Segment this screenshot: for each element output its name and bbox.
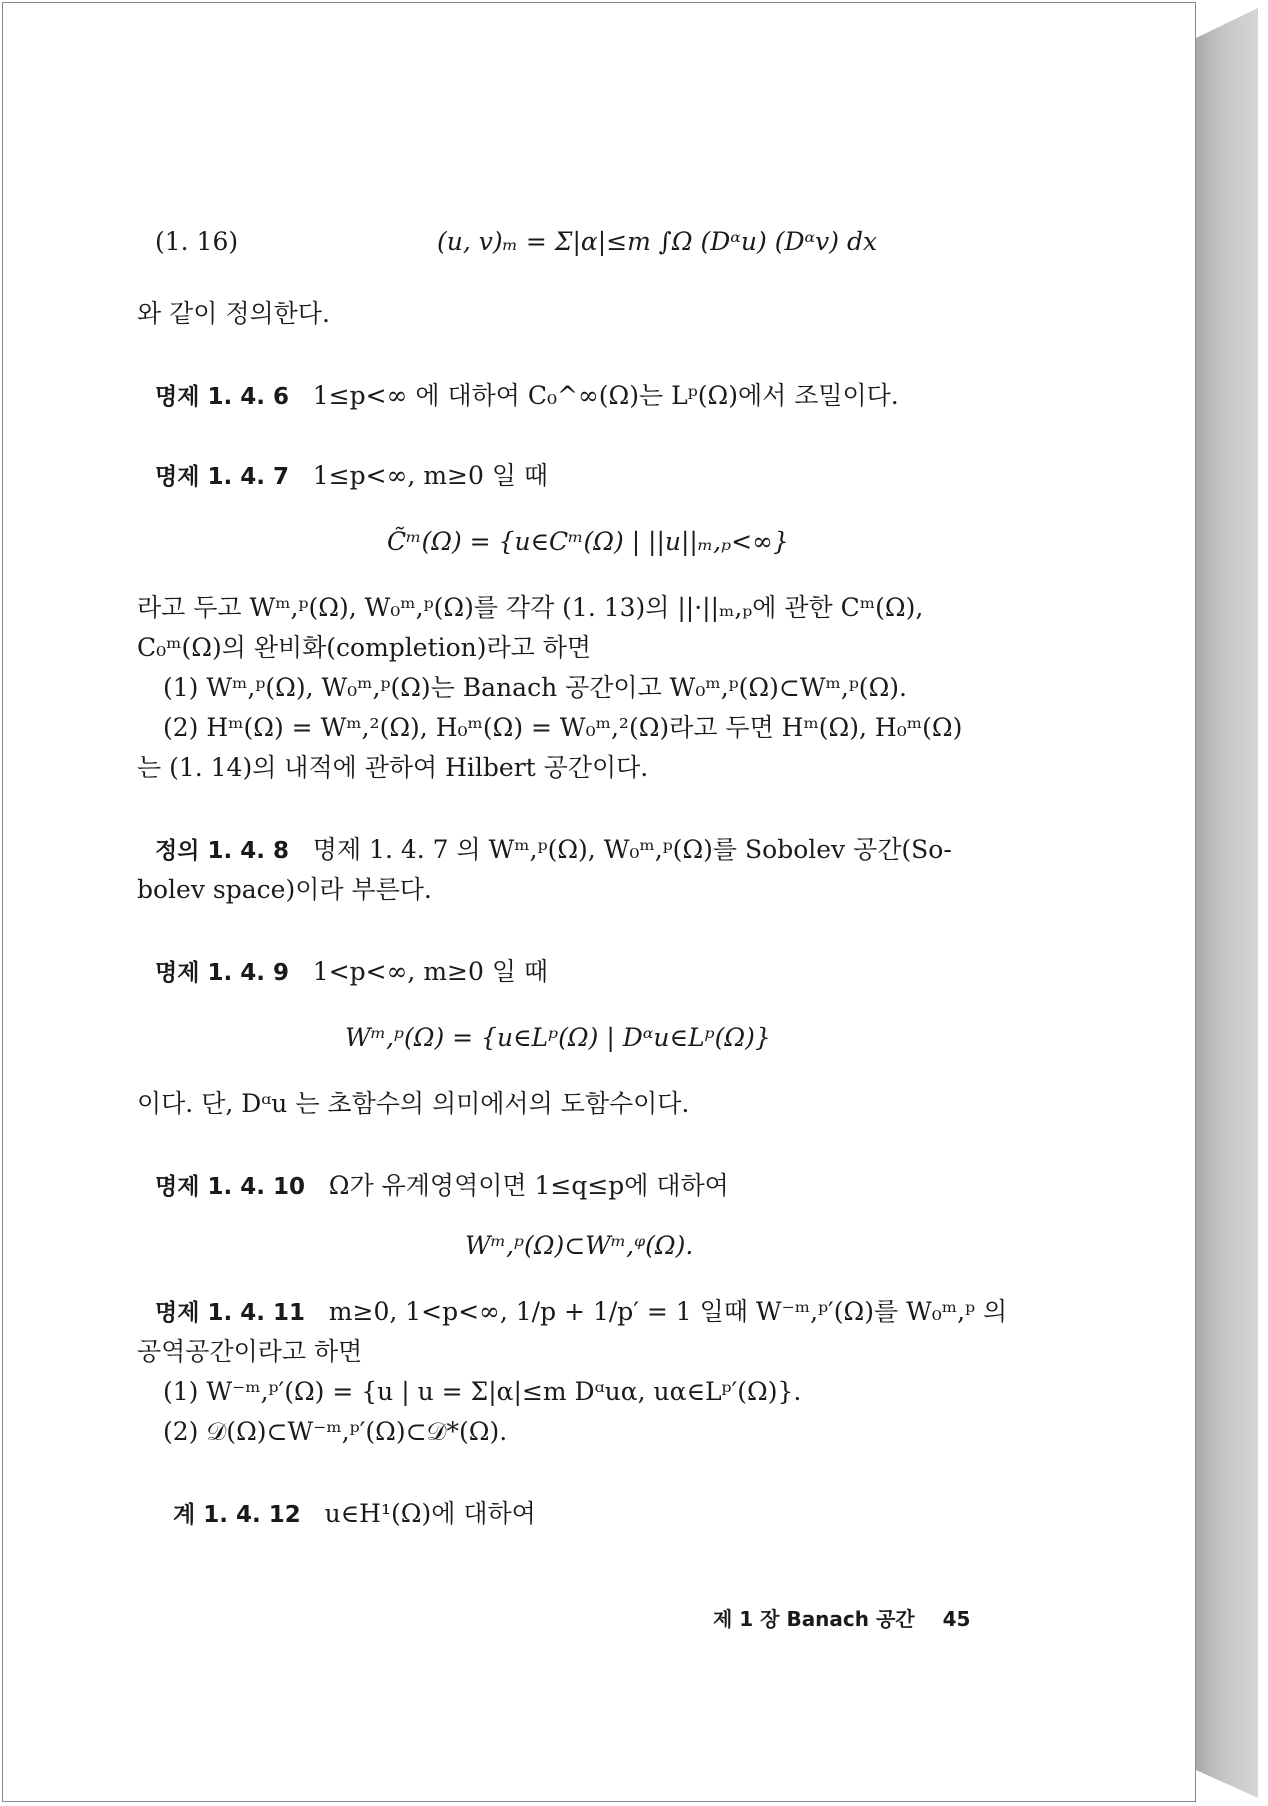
text-line: 이다. 단, Dᵅu 는 초함수의 의미에서의 도함수이다. <box>137 1089 690 1118</box>
list-item: (2) Hᵐ(Ω) = Wᵐ,²(Ω), H₀ᵐ(Ω) = W₀ᵐ,²(Ω)라고 두면 Hᵐ(Ω), H₀ᵐ(Ω) <box>163 713 963 742</box>
page-number: 45 <box>942 1607 971 1631</box>
prop-body: 1≤p<∞ 에 대하여 C₀^∞(Ω)는 Lᵖ(Ω)에서 조밀이다. <box>312 381 899 410</box>
text-line: bolev space)이라 부른다. <box>137 875 432 904</box>
text-line: 공역공간이라고 하면 <box>137 1337 363 1366</box>
cor-head: 계 1. 4. 12 <box>173 1502 301 1528</box>
text-line: 와 같이 정의한다. <box>137 299 330 328</box>
page-edge-shadow <box>1196 8 1258 1798</box>
cor-body: u∈H¹(Ω)에 대하여 <box>324 1499 536 1528</box>
prop-head: 명제 1. 4. 9 <box>155 960 289 986</box>
prop-head: 명제 1. 4. 11 <box>155 1300 305 1326</box>
book-page <box>2 2 1196 1802</box>
eq-1-16-label: (1. 16) <box>155 227 239 256</box>
running-head: 제 1 장 Banach 공간 <box>713 1607 915 1631</box>
prop-body: 1<p<∞, m≥0 일 때 <box>312 957 549 986</box>
display-eq: Wᵐ,ᵖ(Ω)⊂Wᵐ,ᵠ(Ω). <box>465 1231 694 1260</box>
prop-body: 1≤p<∞, m≥0 일 때 <box>312 461 549 490</box>
prop-1-4-11 <box>155 1293 1007 1332</box>
prop-head: 명제 1. 4. 10 <box>155 1174 305 1200</box>
display-eq: C̃ᵐ(Ω) = {u∈Cᵐ(Ω) | ||u||ₘ,ₚ<∞} <box>387 527 789 556</box>
display-eq: Wᵐ,ᵖ(Ω) = {u∈Lᵖ(Ω) | Dᵅu∈Lᵖ(Ω)} <box>345 1023 771 1052</box>
prop-1-4-10 <box>155 1167 729 1206</box>
text-line: 는 (1. 14)의 내적에 관하여 Hilbert 공간이다. <box>137 753 649 782</box>
cor-1-4-12 <box>173 1495 536 1534</box>
text-line: 라고 두고 Wᵐ,ᵖ(Ω), W₀ᵐ,ᵖ(Ω)를 각각 (1. 13)의 ||·||ₘ,ₚ에 관한 Cᵐ(Ω), <box>137 593 924 622</box>
prop-1-4-6 <box>155 377 899 416</box>
list-item: (1) Wᵐ,ᵖ(Ω), W₀ᵐ,ᵖ(Ω)는 Banach 공간이고 W₀ᵐ,ᵖ(Ω)⊂Wᵐ,ᵖ(Ω). <box>163 673 907 702</box>
list-item: (1) W⁻ᵐ,ᵖ′(Ω) = {u | u = Σ|α|≤m Dᵅuα, uα∈Lᵖ′(Ω)}. <box>163 1377 802 1406</box>
prop-head: 명제 1. 4. 7 <box>155 464 289 490</box>
prop-1-4-9 <box>155 953 548 992</box>
def-head: 정의 1. 4. 8 <box>155 838 289 864</box>
text-line: C₀ᵐ(Ω)의 완비화(completion)라고 하면 <box>137 633 592 662</box>
prop-body: Ω가 유계영역이면 1≤q≤p에 대하여 <box>328 1171 729 1200</box>
def-body: 명제 1. 4. 7 의 Wᵐ,ᵖ(Ω), W₀ᵐ,ᵖ(Ω)를 Sobolev 공간(So- <box>312 835 952 864</box>
list-item: (2) 𝒟(Ω)⊂W⁻ᵐ,ᵖ′(Ω)⊂𝒟*(Ω). <box>163 1417 508 1446</box>
eq-1-16: (u, v)ₘ = Σ|α|≤m ∫Ω (Dᵅu) (Dᵅv) dx <box>437 227 878 256</box>
def-1-4-8 <box>155 831 952 870</box>
prop-body: m≥0, 1<p<∞, 1/p + 1/p′ = 1 일때 W⁻ᵐ,ᵖ′(Ω)를 W₀ᵐ,ᵖ 의 <box>328 1297 1008 1326</box>
page-footer <box>713 1603 970 1632</box>
prop-1-4-7 <box>155 457 548 496</box>
prop-head: 명제 1. 4. 6 <box>155 384 289 410</box>
